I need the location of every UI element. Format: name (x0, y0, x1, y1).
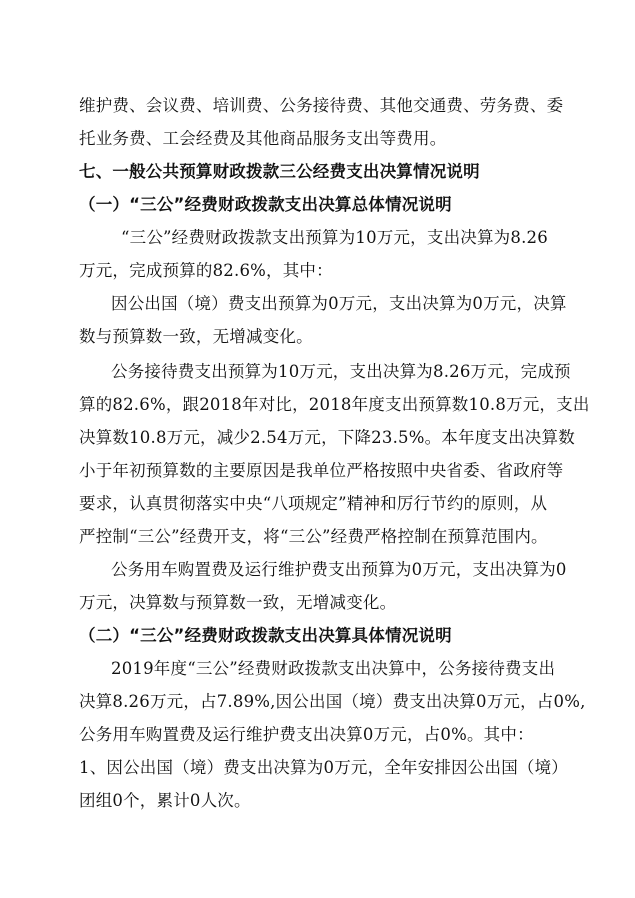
paragraph-line: 数与预算数一致，无增减变化。 (79, 327, 313, 346)
paragraph-line: 要求，认真贯彻落实中央“八项规定”精神和厉行节约的原则，从 (79, 494, 548, 513)
paragraph-line: 决算数10.8万元，减少2.54万元，下降23.5%。本年度支出决算数 (79, 428, 575, 447)
paragraph-line: 公务用车购置费及运行维护费支出预算为0万元，支出决算为0 (111, 560, 567, 579)
section-heading: 七、一般公共预算财政拨款三公经费支出决算情况说明 (79, 162, 480, 181)
paragraph-line: 2019年度“三公”经费财政拨款支出决算中，公务接待费支出 (111, 659, 556, 678)
subsection-heading: （一）“三公”经费财政拨款支出决算总体情况说明 (79, 195, 452, 214)
paragraph-line: 维护费、会议费、培训费、公务接待费、其他交通费、劳务费、委 (79, 96, 564, 115)
paragraph-line: 团组0个，累计0人次。 (79, 791, 251, 810)
paragraph-line: 公务接待费支出预算为10万元，支出决算为8.26万元，完成预 (111, 362, 571, 381)
paragraph-line: 因公出国（境）费支出预算为0万元，支出决算为0万元，决算 (111, 294, 567, 313)
paragraph-line: 算的82.6%，跟2018年对比，2018年度支出预算数10.8万元，支出 (79, 395, 590, 414)
paragraph-line: 严控制“三公”经费开支，将“三公”经费严格控制在预算范围内。 (79, 527, 548, 546)
paragraph-line: “三公”经费财政拨款支出预算为10万元，支出决算为8.26 (121, 228, 548, 247)
paragraph-line: 决算8.26万元，占7.89%,因公出国（境）费支出决算0万元，占0%, (79, 692, 586, 711)
paragraph-line: 万元，完成预算的82.6%，其中： (79, 261, 333, 280)
paragraph-line: 万元，决算数与预算数一致，无增减变化。 (79, 593, 397, 612)
paragraph-line: 公务用车购置费及运行维护费支出决算0万元，占0%。其中： (79, 725, 534, 744)
paragraph-line: 托业务费、工会经费及其他商品服务支出等费用。 (79, 129, 447, 148)
paragraph-line: 1、因公出国（境）费支出决算为0万元，全年安排因公出国（境） (79, 758, 568, 777)
paragraph-line: 小于年初预算数的主要原因是我单位严格按照中央省委、省政府等 (79, 461, 564, 480)
subsection-heading: （二）“三公”经费财政拨款支出决算具体情况说明 (79, 626, 452, 645)
